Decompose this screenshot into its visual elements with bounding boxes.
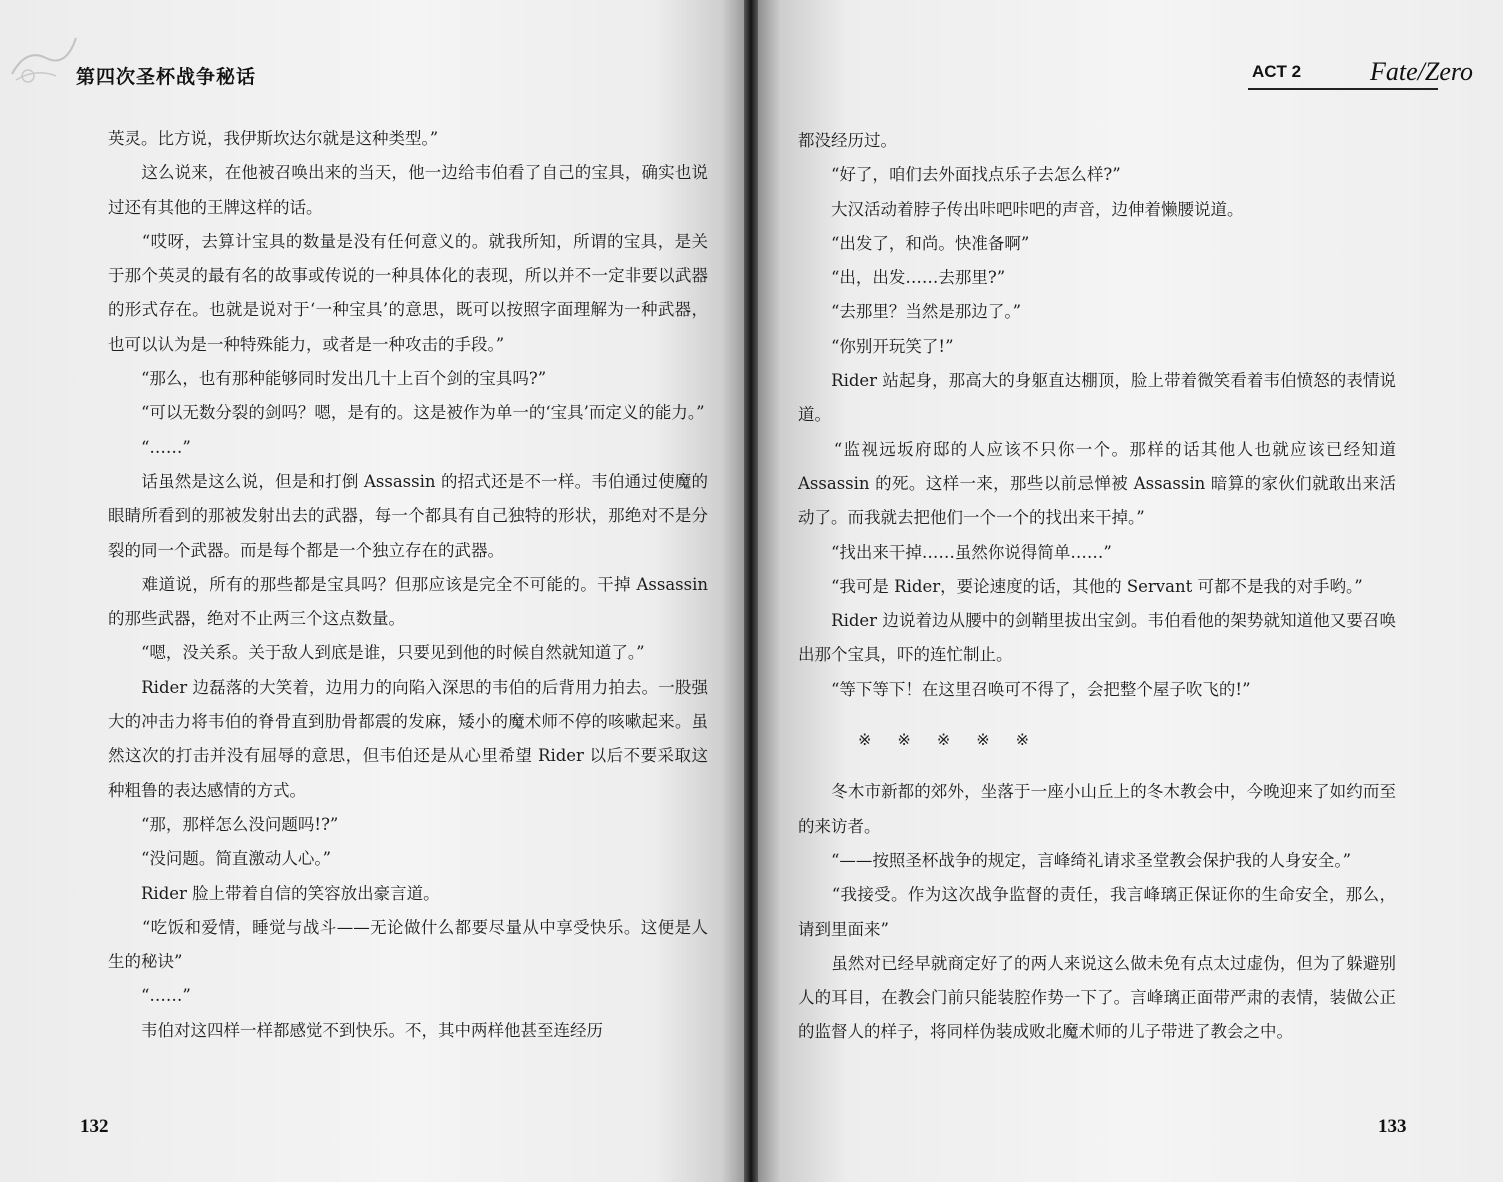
fate-zero-logo bbox=[1362, 30, 1482, 100]
book-spine bbox=[744, 0, 758, 1182]
fate-zero-logo-faded bbox=[6, 28, 80, 88]
logo-text: Fate/Zero bbox=[1370, 57, 1474, 86]
paragraph: Rider 边说着边从腰中的剑鞘里拔出宝剑。韦伯看他的架势就知道他又要召唤出那个宝具，吓的连忙制止。 bbox=[798, 611, 1396, 665]
paragraph: “好了，咱们去外面找点乐子去怎么样?” bbox=[798, 165, 1121, 185]
running-head-chapter: ACT 2 bbox=[1252, 62, 1302, 81]
page-number: 133 bbox=[1378, 1116, 1407, 1137]
left-page-body bbox=[108, 122, 708, 1048]
paragraph: 话虽然是这么说，但是和打倒 Assassin 的招式还是不一样。韦伯通过使魔的眼睛所看到的那被发射出去的武器，每一个都具有自己独特的形状，那绝对不是分裂的同一个武器。而是每个都是一个独立存在的武器。 bbox=[108, 471, 708, 560]
paragraph: “可以无数分裂的剑吗？嗯，是有的。这是被作为单一的‘宝具’而定义的能力。” bbox=[108, 403, 705, 423]
paragraph: “……” bbox=[108, 986, 191, 1006]
paragraph: “你别开玩笑了!” bbox=[798, 336, 954, 356]
paragraph: “监视远坂府邸的人应该不只你一个。那样的话其他人也就应该已经知道 Assassin 的死。这样一来，那些以前忌惮被 Assassin 暗算的家伙们就敢出来活动了。而我就去把他们一个一个的找出来干掉。” bbox=[798, 439, 1396, 528]
paragraph: “出，出发……去那里?” bbox=[798, 268, 1006, 288]
paragraph: “去那里？当然是那边了。” bbox=[798, 302, 1022, 322]
paragraph: 难道说，所有的那些都是宝具吗？但那应该是完全不可能的。干掉 Assassin 的那些武器，绝对不止两三个这点数量。 bbox=[108, 574, 708, 629]
paragraph: “那，那样怎么没问题吗!?” bbox=[108, 814, 339, 834]
paragraph: 虽然对已经早就商定好了的两人来说这么做未免有点太过虚伪，但为了躲避别人的耳目，在教会门前只能装腔作势一下了。言峰璃正面带严肃的表情，装做公正的监督人的样子，将同样伪装成败北魔术师的儿子带进了教会之中。 bbox=[798, 953, 1396, 1042]
right-page bbox=[758, 0, 1503, 1182]
paragraph: Rider 脸上带着自信的笑容放出豪言道。 bbox=[108, 883, 440, 903]
paragraph: “没问题。简直激动人心。” bbox=[108, 849, 332, 869]
paragraph: “我可是 Rider，要论速度的话，其他的 Servant 可都不是我的对手哟。” bbox=[798, 576, 1363, 596]
paragraph: Rider 边磊落的大笑着，边用力的向陷入深思的韦伯的后背用力拍去。一股强大的冲击力将韦伯的脊骨直到肋骨都震的发麻，矮小的魔术师不停的咳嗽起来。虽然这次的打击并没有屈辱的意思，但韦伯还是从心里希望 Rider 以后不要采取这种粗鲁的表达感情的方式。 bbox=[108, 677, 708, 800]
paragraph: “哎呀，去算计宝具的数量是没有任何意义的。就我所知，所谓的宝具，是关于那个英灵的最有名的故事或传说的一种具体化的表现，所以并不一定非要以武器的形式存在。也就是说对于‘一种宝具’的意思，既可以按照字面理解为一种武器，也可以认为是一种特殊能力，或者是一种攻击的手段。” bbox=[108, 231, 708, 354]
paragraph: “吃饭和爱情，睡觉与战斗——无论做什么都要尽量从中享受快乐。这便是人生的秘诀” bbox=[108, 917, 708, 972]
paragraph: “等下等下！在这里召唤可不得了，会把整个屋子吹飞的!” bbox=[798, 679, 1251, 699]
left-page bbox=[0, 0, 744, 1182]
paragraph: 韦伯对这四样一样都感觉不到快乐。不，其中两样他甚至连经历 bbox=[108, 1020, 603, 1040]
paragraph: “那么，也有那种能够同时发出几十上百个剑的宝具吗?” bbox=[108, 369, 547, 389]
paragraph: “——按照圣杯战争的规定，言峰绮礼请求圣堂教会保护我的人身安全。” bbox=[798, 850, 1352, 870]
paragraph: “我接受。作为这次战争监督的责任，我言峰璃正保证你的生命安全，那么，请到里面来” bbox=[798, 885, 1396, 939]
running-head-book-title: 第四次圣杯战争秘话 bbox=[76, 66, 257, 88]
paragraph: “……” bbox=[108, 437, 191, 457]
right-page-body bbox=[798, 124, 1396, 1050]
paragraph: Rider 站起身，那高大的身躯直达棚顶，脸上带着微笑看着韦伯愤怒的表情说道。 bbox=[798, 371, 1396, 425]
paragraph: 冬木市新都的郊外，坐落于一座小山丘上的冬木教会中，今晚迎来了如约而至的来访者。 bbox=[798, 782, 1396, 836]
paragraph: 都没经历过。 bbox=[798, 131, 897, 150]
scene-break-separator: ※※※※※ bbox=[858, 730, 1056, 750]
paragraph: “嗯，没关系。关于敌人到底是谁，只要见到他的时候自然就知道了。” bbox=[108, 643, 645, 663]
page-number: 132 bbox=[80, 1116, 109, 1137]
paragraph: 英灵。比方说，我伊斯坎达尔就是这种类型。” bbox=[108, 129, 439, 148]
paragraph: 这么说来，在他被召唤出来的当天，他一边给韦伯看了自己的宝具，确实也说过还有其他的王牌这样的话。 bbox=[108, 163, 708, 217]
paragraph: “出发了，和尚。快准备啊” bbox=[798, 233, 1030, 253]
paragraph: 大汉活动着脖子传出咔吧咔吧的声音，边伸着懒腰说道。 bbox=[798, 199, 1244, 219]
paragraph: “找出来干掉……虽然你说得简单……” bbox=[798, 542, 1112, 562]
